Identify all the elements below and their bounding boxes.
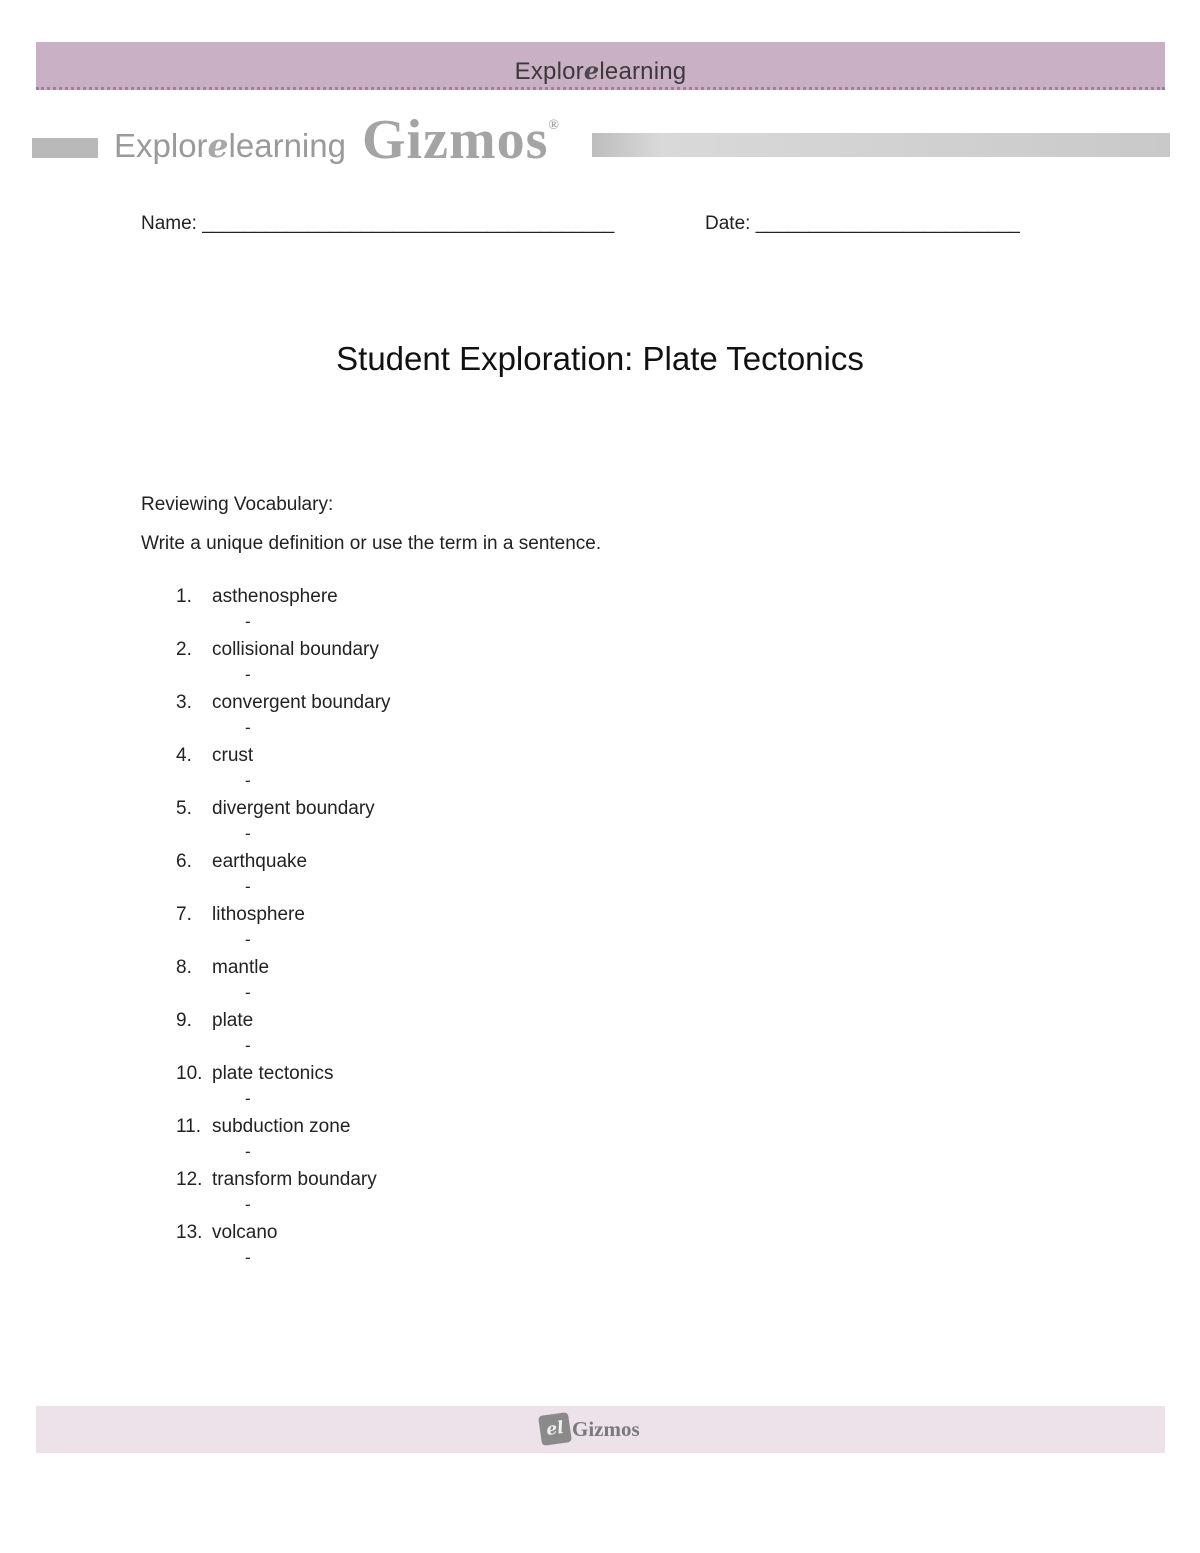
answer-field[interactable]: - [245,1089,251,1108]
answer-field[interactable]: - [245,983,251,1002]
vocab-term: mantle [212,957,270,978]
name-field[interactable]: Name: _______________________________________ [141,213,615,234]
item-number: 6. [176,851,192,872]
gizmos-mark-icon: el [538,1412,572,1446]
vocab-term: subduction zone [212,1116,351,1137]
explorelearning-brand: Explorelearning [514,56,687,85]
date-field[interactable]: Date: _________________________ [705,213,1020,234]
explorelearning-logo: Explorelearning [114,126,346,165]
footer [36,1406,1165,1453]
item-number: 8. [176,957,192,978]
item-number: 5. [176,798,192,819]
footer-gizmos-logo [540,1414,640,1446]
item-number: 7. [176,904,192,925]
answer-field[interactable]: - [245,1036,251,1055]
gizmos-logo-band [32,109,1170,172]
answer-field[interactable]: - [245,718,251,737]
answer-field[interactable]: - [245,665,251,684]
vocab-term: volcano [212,1222,278,1243]
gizmos-logo: Gizmos® [362,109,560,171]
answer-field[interactable]: - [245,1142,251,1161]
section-heading: Reviewing Vocabulary: [141,494,334,515]
item-number: 9. [176,1010,192,1031]
footer-gizmos-word: Gizmos [572,1416,640,1441]
page-title: Student Exploration: Plate Tectonics [336,340,864,377]
vocab-term: divergent boundary [212,798,375,819]
explorelearning-banner [36,42,1165,90]
answer-field[interactable]: - [245,771,251,790]
vocab-term: lithosphere [212,904,305,925]
instructions: Write a unique definition or use the term in a sentence. [141,533,602,554]
answer-field[interactable]: - [245,824,251,843]
item-number: 3. [176,692,192,713]
logo-bar-right [592,133,1170,157]
item-number: 11. [176,1116,202,1137]
vocab-term: crust [212,745,254,766]
item-number: 13. [176,1222,203,1243]
item-number: 2. [176,639,192,660]
vocab-term: earthquake [212,851,308,872]
item-number: 4. [176,745,192,766]
vocab-term: asthenosphere [212,586,338,607]
item-number: 12. [176,1169,203,1190]
vocab-term: transform boundary [212,1169,377,1190]
answer-field[interactable]: - [245,612,251,631]
logo-bar-left [32,138,98,158]
name-date-line [141,213,1020,235]
item-number: 1. [176,586,192,607]
item-number: 10. [176,1063,203,1084]
answer-field[interactable]: - [245,877,251,896]
vocab-term: convergent boundary [212,692,391,713]
answer-field[interactable]: - [245,930,251,949]
answer-field[interactable]: - [245,1248,251,1267]
vocab-term: plate [212,1010,254,1031]
answer-field[interactable]: - [245,1195,251,1214]
vocab-term: collisional boundary [212,639,379,660]
vocab-term: plate tectonics [212,1063,334,1084]
